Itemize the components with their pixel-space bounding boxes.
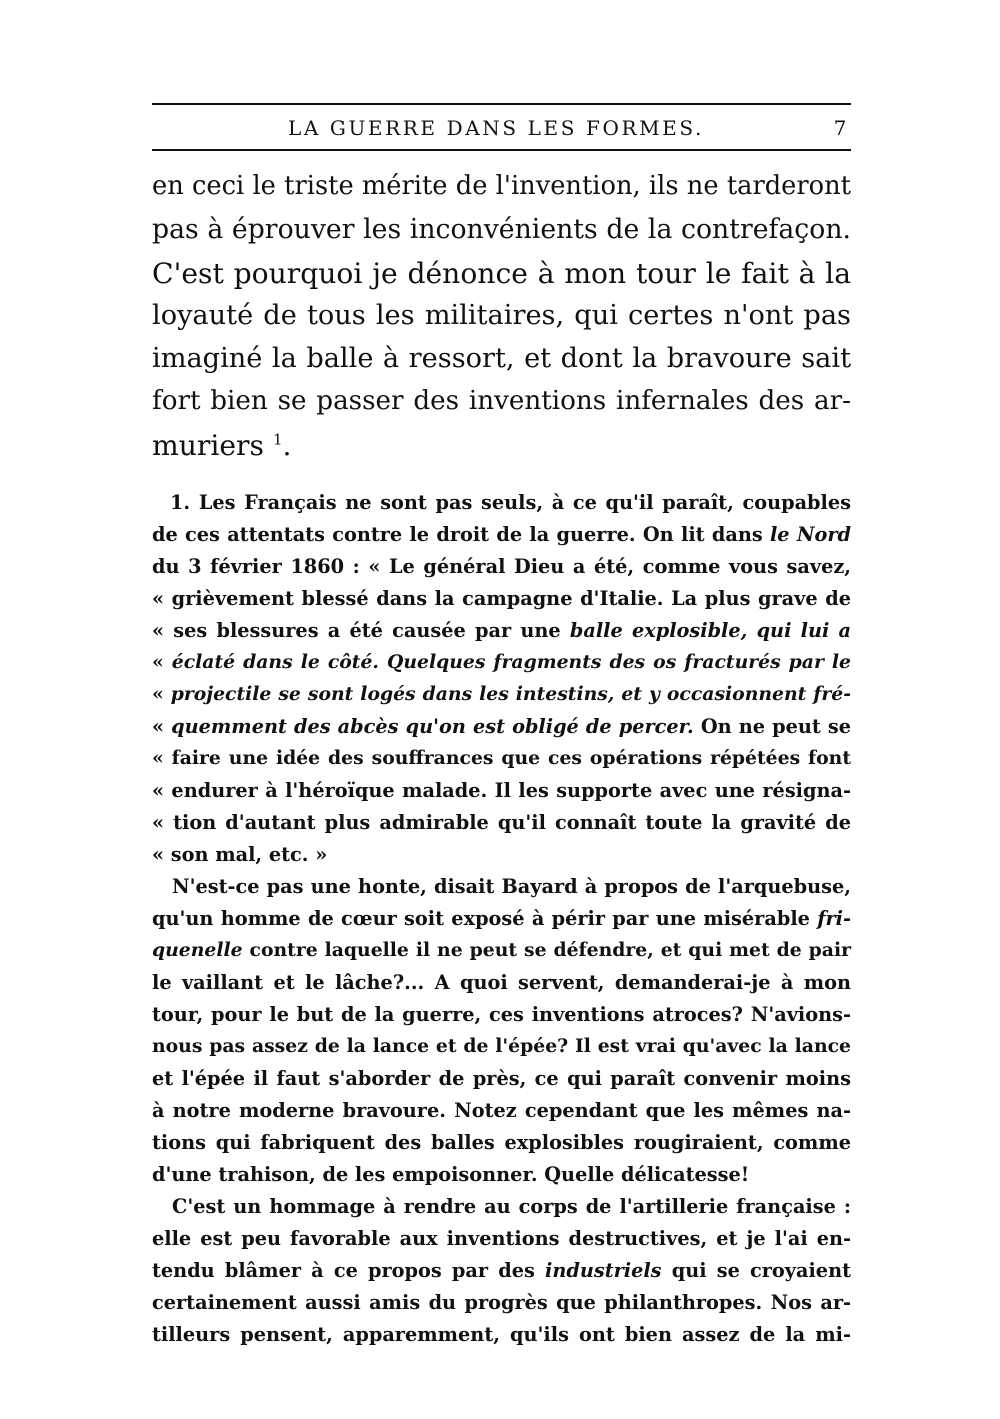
footnote-line: tilleurs pensent, apparemment, qu'ils ont bien assez de la mi- bbox=[152, 1323, 851, 1346]
footnote-line: tions qui fabriquent des balles explosibles rougiraient, comme bbox=[152, 1131, 851, 1154]
footnote-line: C'est un hommage à rendre au corps de l'artillerie française : bbox=[172, 1195, 851, 1218]
text-line: pas à éprouver les inconvénients de la contrefaçon. bbox=[152, 214, 851, 245]
running-head bbox=[152, 112, 851, 144]
page-number: 7 bbox=[833, 116, 849, 140]
header-bottom-rule bbox=[152, 149, 851, 151]
footnote-line: elle est peu favorable aux inventions destructives, et je l'ai en- bbox=[152, 1227, 851, 1250]
footnote-line: d'une trahison, de les empoisonner. Quelle délicatesse! bbox=[152, 1163, 750, 1186]
text-line: C'est pourquoi je dénonce à mon tour le fait à la bbox=[152, 257, 851, 290]
footnote-line: « ses blessures a été causée par une balle explosible, qui lui a bbox=[152, 619, 851, 642]
text-line: imaginé la balle à ressort, et dont la bravoure sait bbox=[152, 343, 851, 374]
footnote-line: de ces attentats contre le droit de la guerre. On lit dans le Nord bbox=[152, 523, 851, 546]
footnote-line: tendu blâmer à ce propos par des industriels qui se croyaient bbox=[152, 1259, 851, 1282]
footnote-line: nous pas assez de la lance et de l'épée? Il est vrai qu'avec la lance bbox=[152, 1035, 851, 1057]
line-text: muriers bbox=[152, 429, 264, 462]
footnote-line: « son mal, etc. » bbox=[152, 843, 328, 866]
footnote-line: du 3 février 1860 : « Le général Dieu a été, comme vous savez, bbox=[152, 555, 851, 578]
footnote-line: qu'un homme de cœur soit exposé à périr par une misérable fri- bbox=[152, 907, 851, 930]
header-top-rule bbox=[152, 103, 851, 105]
footnote-line: « éclaté dans le côté. Quelques fragments des os fracturés par le bbox=[152, 651, 851, 673]
text-line: loyauté de tous les militaires, qui certes n'ont pas bbox=[152, 300, 851, 331]
footnote-line: quenelle contre laquelle il ne peut se défendre, et qui met de pair bbox=[152, 939, 851, 961]
footnote-line: 1. Les Français ne sont pas seuls, à ce qu'il paraît, coupables bbox=[152, 491, 851, 514]
footnote-number: 1. bbox=[170, 491, 191, 514]
footnote-line: certainement aussi amis du progrès que philanthropes. Nos ar- bbox=[152, 1291, 851, 1314]
footnote-line: « faire une idée des souffrances que ces opérations répétées font bbox=[152, 747, 851, 769]
text-line: fort bien se passer des inventions infernales des ar- bbox=[152, 386, 851, 416]
footnote-line: « tion d'autant plus admirable qu'il connaît toute la gravité de bbox=[152, 811, 851, 834]
footnote-line: « grièvement blessé dans la campagne d'Italie. La plus grave de bbox=[152, 587, 851, 610]
footnote-line: « endurer à l'héroïque malade. Il les supporte avec une résigna- bbox=[152, 779, 851, 802]
line-punct: . bbox=[282, 429, 292, 462]
footnote-line: tour, pour le but de la guerre, ces inventions atroces? N'avions- bbox=[152, 1003, 851, 1026]
footnote-marker[interactable]: 1 bbox=[272, 430, 283, 449]
footnote-line: et l'épée il faut s'aborder de près, ce qui paraît convenir moins bbox=[152, 1067, 851, 1090]
footnote-line: N'est-ce pas une honte, disait Bayard à propos de l'arquebuse, bbox=[172, 875, 851, 898]
footnote-line: à notre moderne bravoure. Notez cependant que les mêmes na- bbox=[152, 1099, 851, 1122]
footnote-line: « projectile se sont logés dans les intestins, et y occasionnent fré- bbox=[152, 683, 851, 705]
text-line: en ceci le triste mérite de l'invention, ils ne tarderont bbox=[152, 171, 851, 201]
footnote-line: le vaillant et le lâche?... A quoi servent, demanderai-je à mon bbox=[152, 971, 851, 994]
footnote-line: « quemment des abcès qu'on est obligé de percer. On ne peut se bbox=[152, 715, 852, 738]
text-line bbox=[152, 429, 851, 462]
running-title: LA GUERRE DANS LES FORMES. bbox=[288, 116, 704, 140]
